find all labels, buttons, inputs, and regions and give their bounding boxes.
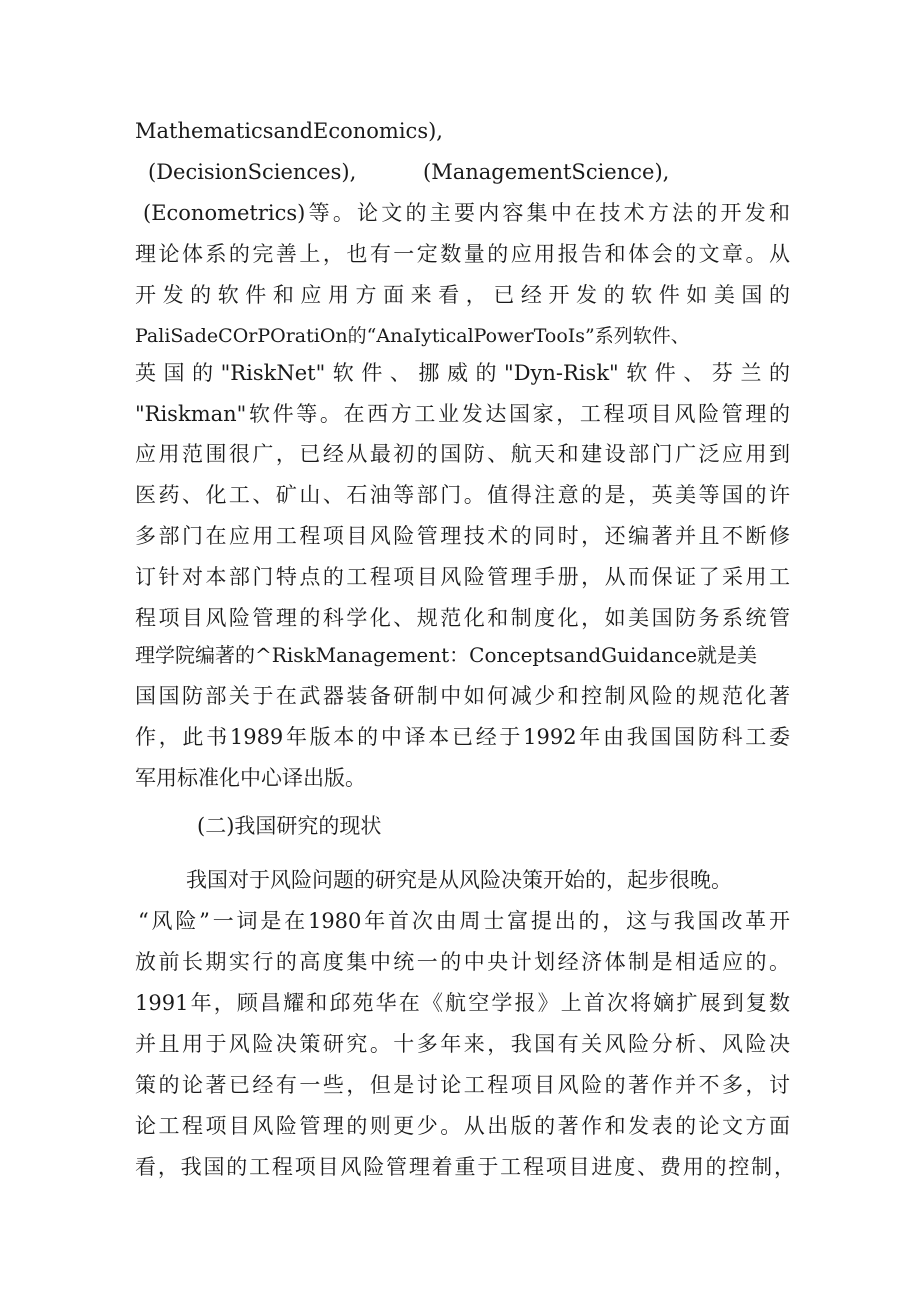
text-line: 放前长期实行的高度集中统一的中央计划经济体制是相适应的。 <box>135 950 790 974</box>
text-line: "Riskman"软件等。在西方工业发达国家，工程项目风险管理的 <box>135 402 790 426</box>
text-line: (Econometrics)等。论文的主要内容集中在技术方法的开发和 <box>143 201 790 225</box>
text-line: 医药、化工、矿山、石油等部门。值得注意的是，英美等国的许 <box>135 483 790 507</box>
text-line: 多部门在应用工程项目风险管理技术的同时，还编著并且不断修 <box>135 524 790 548</box>
text-line: 理论体系的完善上，也有一定数量的应用报告和体会的文章。从 <box>135 242 790 266</box>
section-heading: (二)我国研究的现状 <box>197 814 382 838</box>
text-line: 军用标准化中心译出版。 <box>135 766 366 790</box>
text-line: 开发的软件和应用方面来看，已经开发的软件如美国的 <box>135 283 790 307</box>
text-line: 我国对于风险问题的研究是从风险决策开始的，起步很晚。 <box>186 868 732 892</box>
text-line: 理学院编著的^RiskManagement：ConceptsandGuidance就是美 <box>135 643 758 667</box>
text-line: PaliSadeCOrPOratiOn的“AnaIyticalPowerTooIs”系列软件、 <box>135 325 690 347</box>
text-line: MathematicsandEconomics), <box>135 119 443 143</box>
text-line: 订针对本部门特点的工程项目风险管理手册，从而保证了采用工 <box>135 565 790 589</box>
text-line: 国国防部关于在武器装备研制中如何减少和控制风险的规范化著 <box>135 684 790 708</box>
text-line: 作，此书1989年版本的中译本已经于1992年由我国国防科工委 <box>135 725 790 749</box>
text-line: 并且用于风险决策研究。十多年来，我国有关风险分析、风险决 <box>135 1032 790 1056</box>
text-line: 应用范围很广，已经从最初的国防、航天和建设部门广泛应用到 <box>135 442 790 466</box>
text-line: 程项目风险管理的科学化、规范化和制度化，如美国防务系统管 <box>135 606 790 630</box>
text-line: 英国的"RiskNet"软件、挪威的"Dyn-Risk"软件、芬兰的 <box>135 361 790 385</box>
text-line: (DecisionSciences), (ManagementScience), <box>148 160 670 184</box>
text-line: 看，我国的工程项目风险管理着重于工程项目进度、费用的控制， <box>135 1155 795 1179</box>
text-line: 论工程项目风险管理的则更少。从出版的著作和发表的论文方面 <box>135 1114 790 1138</box>
text-line: 1991年，顾昌耀和邱苑华在《航空学报》上首次将嫡扩展到复数 <box>135 991 790 1015</box>
text-line: 策的论著已经有一些，但是讨论工程项目风险的著作并不多，讨 <box>135 1073 790 1097</box>
text-line: “风险”一词是在1980年首次由周士富提出的，这与我国改革开 <box>138 909 790 933</box>
